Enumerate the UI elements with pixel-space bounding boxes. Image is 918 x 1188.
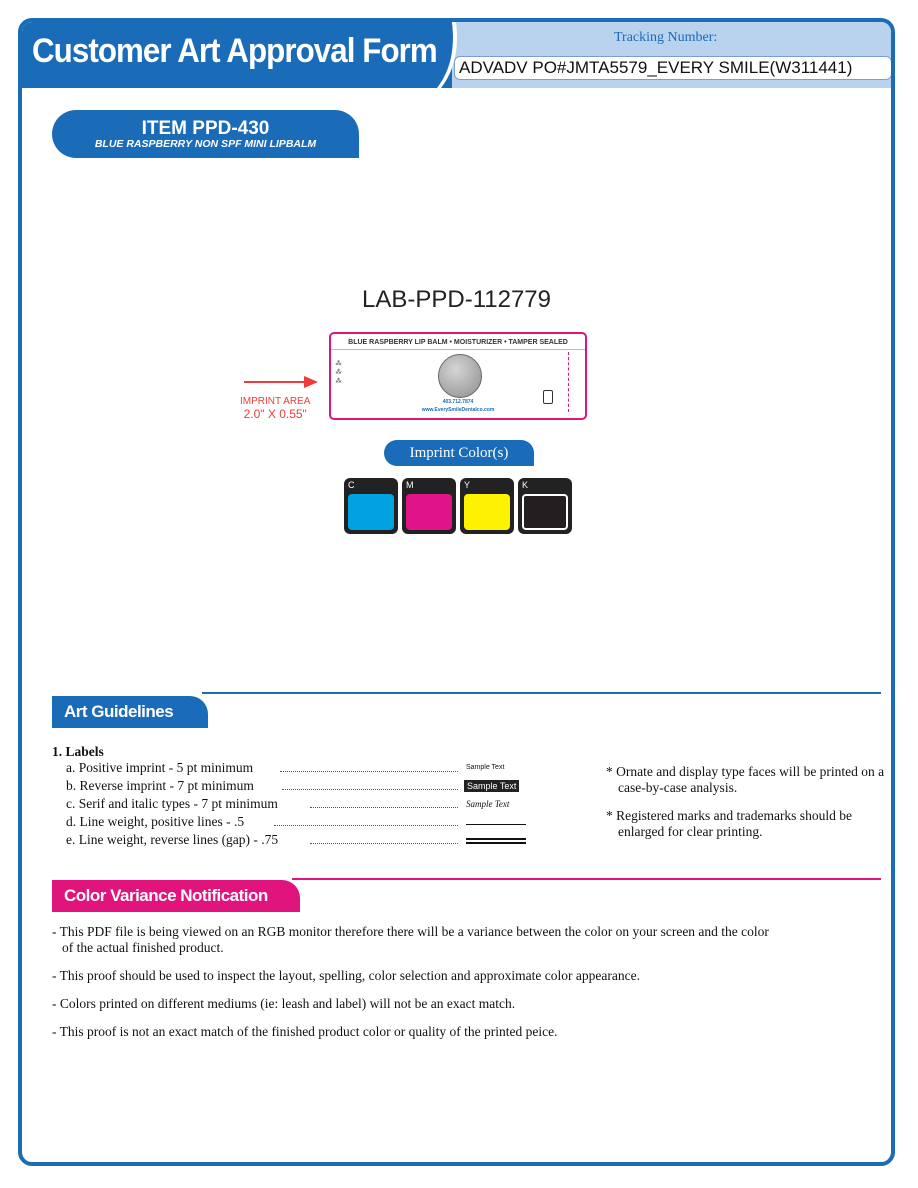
leader-dots <box>310 807 458 808</box>
item-description: BLUE RASPBERRY NON SPF MINI LIPBALM <box>94 138 317 150</box>
label-right-strip <box>568 352 583 412</box>
leader-dots <box>274 825 458 826</box>
art-guidelines-rule <box>202 692 881 694</box>
guideline-text: c. Serif and italic types - 7 pt minimum <box>66 796 278 811</box>
guideline-row <box>52 778 517 796</box>
item-name: ITEM PPD-430 <box>141 118 270 139</box>
imprint-colors-tab: Imprint Color(s) <box>384 440 534 466</box>
guideline-row <box>52 760 505 778</box>
labels-section-head: 1. Labels <box>52 744 104 759</box>
note-registered: * Registered marks and trademarks should be enlarged for clear printing. <box>606 808 852 839</box>
color-variance-rule <box>292 878 881 880</box>
label-url: www.EverySmileDentalco.com <box>421 407 495 413</box>
label-proof <box>329 332 587 420</box>
swatch-label: M <box>406 480 414 490</box>
form-title: Customer Art Approval Form <box>32 32 437 70</box>
label-side-text: ⁂ ⁂ ⁂ <box>335 360 341 385</box>
imprint-area-size: 2.0" X 0.55" <box>243 407 307 421</box>
leader-dots <box>282 789 458 790</box>
guideline-text: d. Line weight, positive lines - .5 <box>66 814 245 829</box>
sample-positive-line <box>466 824 526 825</box>
guideline-notes <box>606 764 891 852</box>
label-phone: 403.712.7874 <box>442 399 474 405</box>
variance-item: - This proof should be used to inspect the layout, spelling, color selection and approximate color appearance. <box>52 968 640 983</box>
swatch-fill <box>348 494 394 530</box>
sample-serif: Sample Text <box>466 799 510 809</box>
color-variance-list <box>52 924 772 1052</box>
swatch-fill <box>522 494 568 530</box>
guideline-row <box>52 832 279 850</box>
item-tab <box>52 110 359 158</box>
swatch-label: K <box>522 480 529 490</box>
guideline-text: a. Positive imprint - 5 pt minimum <box>66 760 254 775</box>
art-guidelines-list <box>52 744 517 850</box>
leader-dots <box>310 843 458 844</box>
guideline-text: e. Line weight, reverse lines (gap) - .75 <box>66 832 279 847</box>
arrow-right-icon <box>244 375 318 389</box>
form-frame <box>18 18 895 1166</box>
swatch-cyan <box>344 478 398 534</box>
swatch-fill <box>464 494 510 530</box>
variance-item: - Colors printed on different mediums (ie: leash and label) will not be an exact match. <box>52 996 516 1011</box>
leader-dots <box>280 771 458 772</box>
sample-reverse: Sample Text <box>464 780 519 792</box>
guideline-text: b. Reverse imprint - 7 pt minimum <box>66 778 254 793</box>
imprint-area-note <box>240 396 310 420</box>
logo-icon <box>438 354 482 398</box>
imprint-area-label: IMPRINT AREA <box>240 396 311 407</box>
swatch-label: C <box>348 480 355 490</box>
tracking-number-field[interactable]: ADVADV PO#JMTA5579_EVERY SMILE(W311441) <box>454 56 892 80</box>
art-guidelines-title: Art Guidelines <box>52 696 208 728</box>
sample-reverse-line <box>466 838 526 844</box>
tracking-number-label: Tracking Number: <box>614 30 718 45</box>
color-variance-title: Color Variance Notification <box>52 880 300 912</box>
lab-code: LAB-PPD-112779 <box>362 286 551 313</box>
variance-item: - This proof is not an exact match of the finished product color or quality of the printed peice. <box>52 1024 558 1039</box>
variance-item: - This PDF file is being viewed on an RGB monitor therefore there will be a variance between the color on your screen and the color of the actual finished product. <box>52 924 769 955</box>
label-top-text: BLUE RASPBERRY LIP BALM • MOISTURIZER • TAMPER SEALED <box>331 336 585 350</box>
note-ornate: * Ornate and display type faces will be printed on a case-by-case analysis. <box>606 764 885 795</box>
sample-positive: Sample Text <box>466 764 505 771</box>
recycle-jar-icon <box>543 390 553 404</box>
swatch-label: Y <box>464 480 471 490</box>
swatch-yellow <box>460 478 514 534</box>
swatch-black <box>518 478 572 534</box>
guideline-row <box>52 814 245 832</box>
swatch-fill <box>406 494 452 530</box>
swatch-magenta <box>402 478 456 534</box>
guideline-row <box>52 796 510 814</box>
